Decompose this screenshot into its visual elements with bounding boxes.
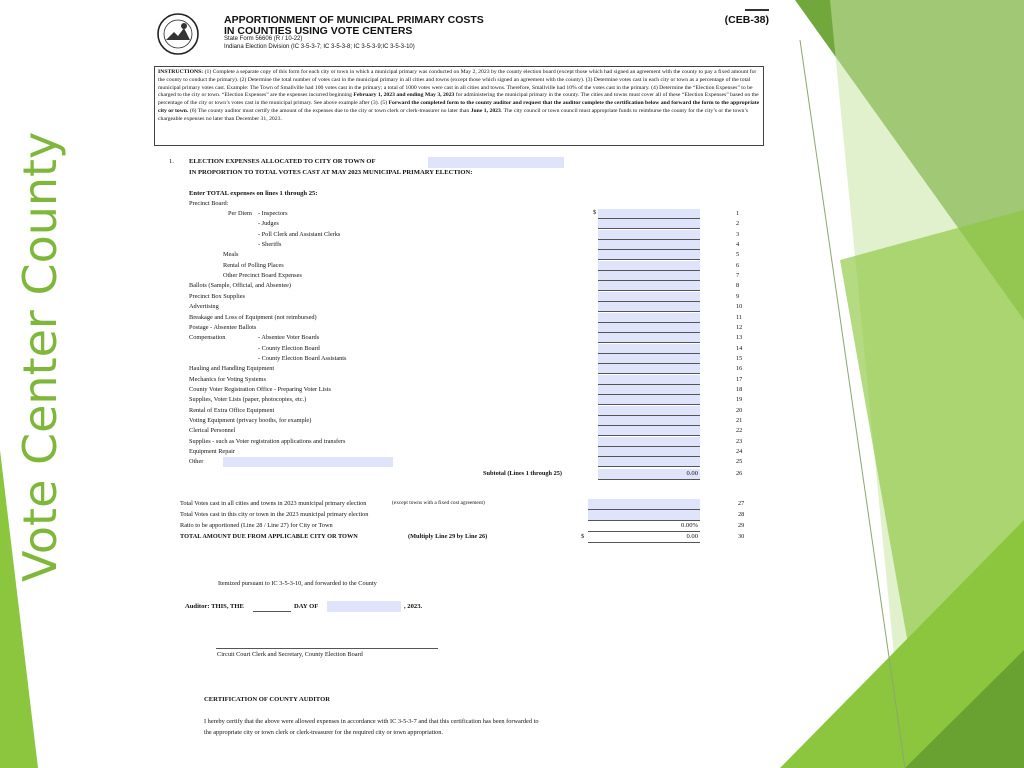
line-number: 4 (736, 241, 740, 248)
certification-line1: I hereby certify that the above were allowed expenses in accordance with IC 3-5-3-7 and that this certification has been forwarded to (204, 718, 539, 725)
line-number: 22 (736, 427, 743, 434)
total-value: 0.00% (680, 522, 698, 529)
expense-amount-field[interactable] (598, 240, 700, 249)
line-number: 25 (736, 458, 743, 465)
expense-label: Voting Equipment (privacy booths, for example) (189, 417, 312, 424)
expense-amount-field[interactable] (598, 271, 700, 280)
section-number: 1. (169, 158, 174, 165)
auditor-prefix: Auditor: THIS, THE (185, 603, 244, 610)
expense-label: Rental of Extra Office Equipment (189, 407, 275, 414)
line-number: 17 (736, 376, 743, 383)
expense-amount-field[interactable] (598, 250, 700, 259)
line-number: 24 (736, 448, 743, 455)
expense-amount-field[interactable] (598, 292, 700, 301)
expense-underline (598, 259, 700, 260)
expense-label: Supplies, Voter Lists (paper, photocopies, etc.) (189, 396, 307, 403)
expense-label: Mechanics for Voting Systems (189, 376, 266, 383)
day-field[interactable] (253, 602, 291, 611)
expense-label: Supplies - such as Voter registration applications and transfers (189, 438, 346, 445)
instructions-bold1: February 1, 2023 and ending May 3, 2023 (353, 92, 455, 99)
expense-label: - Inspectors (258, 210, 288, 217)
total-underline (588, 542, 700, 543)
side-title (0, 0, 67, 582)
instructions-part2: for administering the municipal primary in the county. The cities and towns must cover all of these “Election Expenses” based on the percentage of the city or town’s votes cast in the municipal primary. See above example after (3). (5) (158, 92, 759, 107)
expense-amount-field[interactable] (598, 313, 700, 322)
total-note: (Multiply Line 29 by Line 26) (408, 533, 488, 540)
expense-label: - Judges (258, 220, 279, 227)
expense-amount-field[interactable] (598, 281, 700, 290)
total-dollar-sign: $ (581, 533, 585, 540)
subtotal-underline (598, 479, 700, 480)
instructions-box (154, 66, 764, 146)
expense-amount-field[interactable] (598, 302, 700, 311)
line-number: 30 (738, 533, 745, 540)
instructions-part3: (6) The county auditor must certify the amount of the expenses due to the city or town clerk or clerk-treasurer no later than (189, 107, 470, 114)
form-number-bar (745, 9, 769, 11)
line-number: 6 (736, 262, 740, 269)
city-or-town-field[interactable] (428, 157, 564, 168)
line-number: 29 (738, 522, 745, 529)
total-label: TOTAL AMOUNT DUE FROM APPLICABLE CITY OR TOWN (180, 533, 358, 540)
expense-amount-field[interactable] (598, 364, 700, 373)
enter-total-instruction: Enter TOTAL expenses on lines 1 through 25: (189, 190, 318, 197)
expense-amount-field[interactable] (598, 230, 700, 239)
form-title-line1: APPORTIONMENT OF MUNICIPAL PRIMARY COSTS (224, 14, 484, 26)
expense-amount-field[interactable] (598, 344, 700, 353)
line-number: 10 (736, 303, 743, 310)
signature-caption: Circuit Court Clerk and Secretary, County Election Board (217, 651, 363, 658)
total-label: Total Votes cast in all cities and towns in 2023 municipal primary election (180, 500, 367, 507)
line-number: 9 (736, 293, 740, 300)
expense-label: Breakage and Loss of Equipment (not reimbursed) (189, 314, 317, 321)
line-number: 8 (736, 282, 740, 289)
expense-amount-field[interactable] (598, 385, 700, 394)
expense-prefix: Per Diem (228, 210, 252, 217)
expense-underline (598, 228, 700, 229)
signature-line (216, 648, 438, 649)
total-label: Ratio to be apportioned (Line 28 / Line 27) for City or Town (180, 522, 333, 529)
line-number: 16 (736, 365, 743, 372)
line-number: 14 (736, 345, 743, 352)
expense-label: - Poll Clerk and Assistant Clerks (258, 231, 341, 238)
expense-underline (598, 373, 700, 374)
form-page (153, 8, 775, 768)
line-number: 19 (736, 396, 743, 403)
expense-label: Advertising (189, 303, 219, 310)
line-number-26: 26 (736, 470, 743, 477)
expense-amount-field[interactable] (598, 261, 700, 270)
line-number: 2 (736, 220, 740, 227)
line-number: 11 (736, 314, 743, 321)
day-of-label: DAY OF (294, 603, 319, 610)
expense-underline (598, 342, 700, 343)
line-number: 18 (736, 386, 743, 393)
expense-label: - County Election Board (258, 345, 320, 352)
total-note: (except towns with a fixed cost agreement) (392, 500, 485, 506)
expense-underline (598, 404, 700, 405)
other-description-field[interactable] (223, 457, 393, 467)
total-value-field[interactable] (588, 510, 700, 520)
expense-label: Other Precinct Board Expenses (223, 272, 302, 279)
side-title-text: Vote Center County (13, 131, 67, 582)
expense-label: - County Election Board Assistants (258, 355, 347, 362)
line-number: 12 (736, 324, 743, 331)
certification-line2: the appropriate city or town clerk or clerk-treasurer for the required city or town appropriation. (204, 729, 444, 736)
expense-amount-field[interactable] (598, 447, 700, 456)
expense-label: - Absentee Voter Boards (258, 334, 320, 341)
expense-label: Postage - Absentee Ballots (189, 324, 257, 331)
expense-label: Hauling and Handling Equipment (189, 365, 275, 372)
subtotal-label: Subtotal (Lines 1 through 25) (483, 470, 562, 477)
line-number: 1 (736, 210, 740, 217)
line-number: 20 (736, 407, 743, 414)
expense-label: Meals (223, 251, 239, 258)
precinct-board-label: Precinct Board: (189, 200, 229, 207)
line-number: 15 (736, 355, 743, 362)
line-number: 5 (736, 251, 740, 258)
subtotal-value: 0.00 (686, 470, 698, 477)
expense-prefix: Compensation (189, 334, 226, 341)
expense-label: Rental of Polling Places (223, 262, 284, 269)
year-label: , 2023. (404, 603, 423, 610)
line-number: 23 (736, 438, 743, 445)
expense-amount-field[interactable] (598, 457, 700, 466)
instructions-label: INSTRUCTIONS: (158, 69, 204, 75)
expense-underline (598, 435, 700, 436)
line-number: 3 (736, 231, 740, 238)
instructions-bold2: Forward the completed form to the county auditor and request that the auditor complete the certification below and forward the form to the appropriate city or town. (158, 100, 760, 114)
line-number: 7 (736, 272, 740, 279)
state-form-number: State Form 56606 (R / 10-22) (224, 36, 303, 42)
expense-amount-field[interactable] (598, 416, 700, 425)
certification-heading: CERTIFICATION OF COUNTY AUDITOR (204, 696, 330, 703)
dollar-sign: $ (593, 209, 597, 216)
expense-underline (598, 311, 700, 312)
day-underline (253, 611, 291, 612)
expense-label: Ballots (Sample, Official, and Absentee) (189, 282, 292, 289)
total-value: 0.00 (686, 533, 698, 540)
form-title-line2: IN COUNTIES USING VOTE CENTERS (224, 25, 413, 37)
expense-label: County Voter Registration Office - Preparing Voter Lists (189, 386, 331, 393)
expense-amount-field[interactable] (598, 209, 700, 218)
instructions-bold3: June 1, 2023 (470, 107, 501, 114)
expense-amount-field[interactable] (598, 426, 700, 435)
total-value-field[interactable] (588, 499, 700, 509)
section-heading-line1: ELECTION EXPENSES ALLOCATED TO CITY OR TOWN OF (189, 158, 376, 165)
expense-label: Equipment Repair (189, 448, 235, 455)
line-number: 28 (738, 511, 745, 518)
expense-amount-field[interactable] (598, 395, 700, 404)
form-number: (CEB-38) (724, 14, 769, 26)
expense-label: - Sheriffs (258, 241, 282, 248)
section-heading-line2: IN PROPORTION TO TOTAL VOTES CAST AT MAY 2023 MUNICIPAL PRIMARY ELECTION: (189, 169, 473, 176)
expense-amount-field[interactable] (598, 437, 700, 446)
line-number: 13 (736, 334, 743, 341)
state-seal-icon (157, 13, 199, 55)
instructions-part4: . The city council or town council must appropriate funds to reimburse the county for the city’s or the town’s chargeable expenses no later than December 31, 2023. (158, 107, 749, 122)
line-number: 27 (738, 500, 745, 507)
itemized-statement: Itemized pursuant to IC 3-5-3-10, and forwarded to the County (218, 580, 377, 587)
expense-underline (598, 290, 700, 291)
expense-amount-field[interactable] (598, 375, 700, 384)
month-field[interactable] (327, 601, 401, 612)
total-label: Total Votes cast in this city or town in the 2023 municipal primary election (180, 511, 369, 518)
expense-amount-field[interactable] (598, 219, 700, 228)
expense-label: Other (189, 458, 204, 465)
expense-label: Precinct Box Supplies (189, 293, 245, 300)
line-number: 21 (736, 417, 743, 424)
expense-amount-field[interactable] (598, 333, 700, 342)
instructions-part1: (1) Complete a separate copy of this form for each city or town in which a municipal primary was conducted on May 2, 2023 by the county election board (except those which had signed an agreement with the county to pay a fixed amount for the county to conduct the primary). (2) Determine the total number of votes cast in the municipal primary in all cities and towns (except those which signed an agreement with the county). (3) Determine votes cast in each city or town as a percentage of the total municipal primary votes cast. Example: The Town of Smallville had 100 votes cast in the primary; a total of 1000 votes were cast in all cities and towns. Therefore, Smallville had 10% of the votes cast in the primary. (4) Determine the “Election Expenses” to be charged to the city or town. “Election Expenses” are the expenses incurred beginning (158, 69, 757, 99)
expense-amount-field[interactable] (598, 354, 700, 363)
election-division: Indiana Election Division (IC 3-5-3-7; IC 3-5-3-8; IC 3-5-3-9;IC 3-5-3-10) (224, 44, 415, 50)
expense-amount-field[interactable] (598, 406, 700, 415)
expense-amount-field[interactable] (598, 323, 700, 332)
expense-underline (598, 466, 700, 467)
expense-label: Clerical Personnel (189, 427, 236, 434)
